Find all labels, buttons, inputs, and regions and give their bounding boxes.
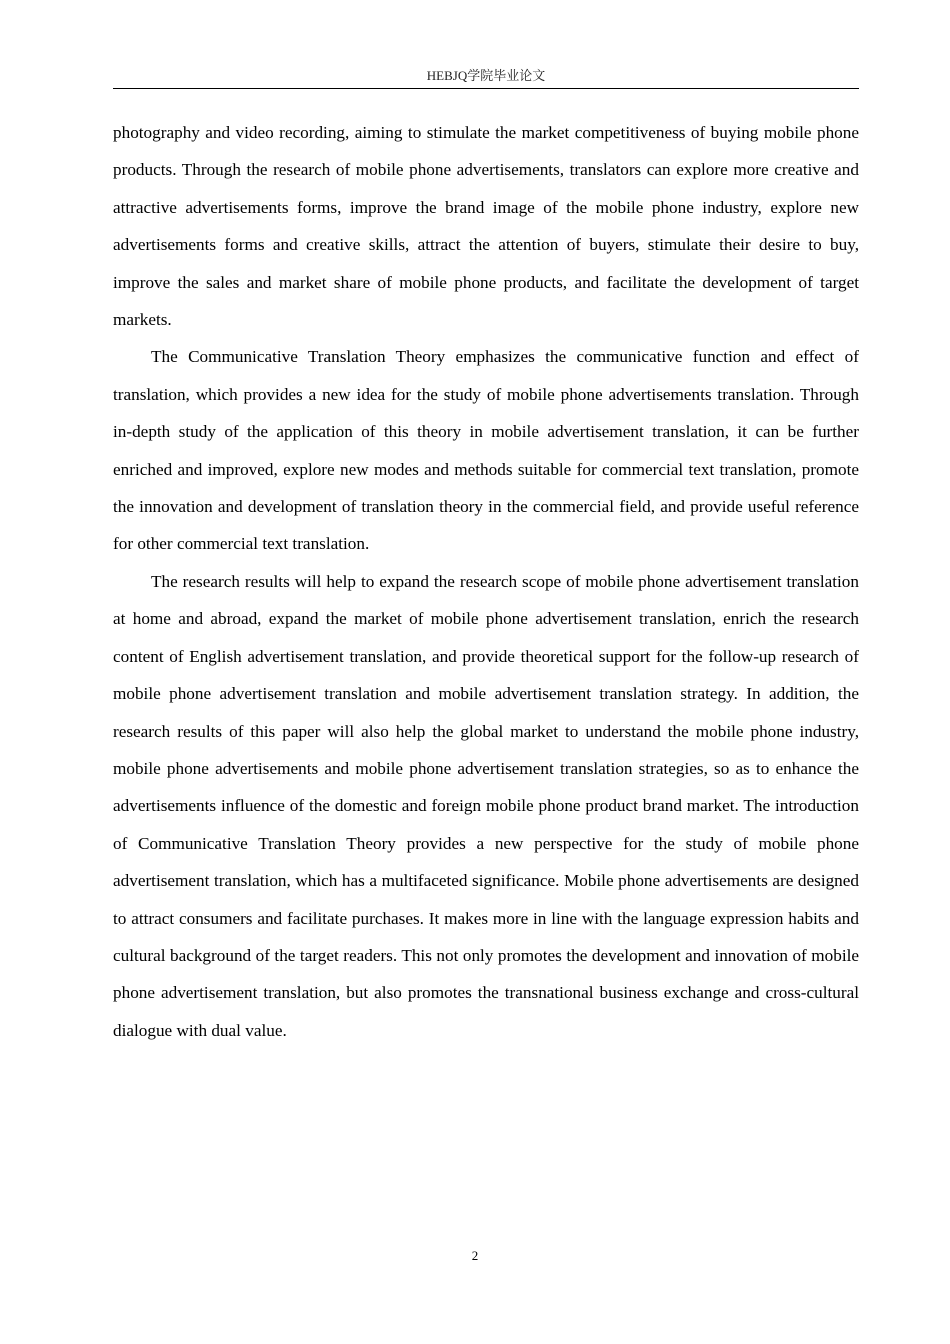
body-text [113,114,859,1049]
page-number: 2 [471,1248,479,1263]
running-header: HEBJQ学院毕业论文 [113,66,859,89]
paragraph-research-results: The research results will help to expand the research scope of mobile phone advertisement translation at home and abroad, expand the market of mobile phone advertisement translation, enrich the research content of English advertisement translation, and provide theoretical support for the follow-up research of mobile phone advertisement translation and mobile advertisement translation strategy. In addition, the research results of this paper will also help the global market to understand the mobile phone industry, mobile phone advertisements and mobile phone advertisement translation strategies, so as to enhance the advertisements influence of the domestic and foreign mobile phone product brand market. The introduction of Communicative Translation Theory provides a new perspective for the study of mobile phone advertisement translation, which has a multifaceted significance. Mobile phone advertisements are designed to attract consumers and facilitate purchases. It makes more in line with the language expression habits and cultural background of the target readers. This not only promotes the development and innovation of mobile phone advertisement translation, but also promotes the transnational business exchange and cross-cultural dialogue with dual value. [113,571,859,1040]
paragraph-communicative-theory: The Communicative Translation Theory emphasizes the communicative function and effect of translation, which provides a new idea for the study of mobile phone advertisements translation. Through in-depth study of the application of this theory in mobile advertisement translation, it can be further enriched and improved, explore new modes and methods suitable for commercial text translation, promote the innovation and development of translation theory in the commercial field, and provide useful reference for other commercial text translation. [113,347,859,554]
paragraph-continued: photography and video recording, aiming to stimulate the market competitiveness of buying mobile phone products. Through the research of mobile phone advertisements, translators can explore more creative and attractive advertisements forms, improve the brand image of the mobile phone industry, explore new advertisements forms and creative skills, attract the attention of buyers, stimulate their desire to buy, improve the sales and market share of mobile phone products, and facilitate the development of target markets. [113,123,859,330]
